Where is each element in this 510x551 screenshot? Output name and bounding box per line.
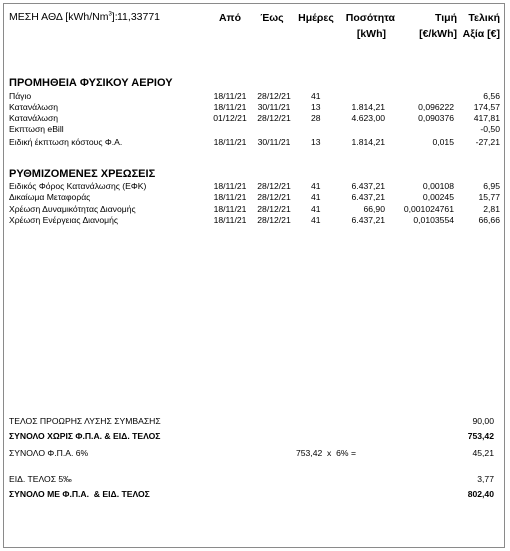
row-label: Πάγιο — [9, 91, 32, 101]
row-value: 6,95 — [483, 181, 500, 191]
row-days: 41 — [311, 181, 321, 191]
row-from: 01/12/21 — [213, 113, 247, 123]
total-without-vat-value: 753,42 — [467, 431, 494, 441]
mesh-athd-value: 11,33771 — [117, 11, 161, 23]
section-title-supply: ΠΡΟΜΗΘΕΙΑ ΦΥΣΙΚΟΥ ΑΕΡΙΟΥ — [9, 77, 173, 89]
row-qty: 6.437,21 — [351, 192, 385, 202]
row-price: 0,00245 — [422, 192, 454, 202]
total-early-termination-label: ΤΕΛΟΣ ΠΡΟΩΡΗΣ ΛΥΣΗΣ ΣΥΜΒΑΣΗΣ — [9, 416, 161, 426]
total-vat-label: ΣΥΝΟΛΟ Φ.Π.Α. 6% — [9, 448, 89, 458]
grand-total-label: ΣΥΝΟΛΟ ΜΕ Φ.Π.Α. & ΕΙΔ. ΤΕΛΟΣ — [9, 489, 150, 499]
row-price: 0,015 — [432, 137, 454, 147]
row-to: 28/12/21 — [257, 215, 291, 225]
row-to: 30/11/21 — [257, 137, 291, 147]
row-to: 28/12/21 — [257, 113, 291, 123]
row-label: Δικαίωμα Μεταφοράς — [9, 192, 91, 202]
total-early-termination-value: 90,00 — [472, 416, 494, 426]
row-days: 41 — [311, 215, 321, 225]
total-vat-calculation: 753,42 x 6% = — [296, 448, 356, 458]
row-label: Ειδική έκπτωση κόστους Φ.Α. — [9, 137, 123, 147]
row-from: 18/11/21 — [213, 215, 247, 225]
row-days: 41 — [311, 192, 321, 202]
row-days: 41 — [311, 204, 321, 214]
row-price: 0,00108 — [422, 181, 454, 191]
row-to: 28/12/21 — [257, 91, 291, 101]
col-header-qty: Ποσότητα — [345, 12, 395, 24]
col-header-price: Τιμή — [435, 12, 457, 24]
row-value: -27,21 — [475, 137, 500, 147]
row-from: 18/11/21 — [213, 181, 247, 191]
total-vat-value: 45,21 — [472, 448, 494, 458]
row-price: 0,001024761 — [403, 204, 454, 214]
col-header-total: Τελική — [468, 12, 500, 24]
mesh-label-text: ΜΕΣΗ ΑΘΔ [kWh/Nm — [9, 11, 109, 23]
row-value: 15,77 — [478, 192, 500, 202]
col-header-to: Έως — [260, 12, 284, 24]
row-to: 28/12/21 — [257, 204, 291, 214]
row-from: 18/11/21 — [213, 102, 247, 112]
row-days: 13 — [311, 137, 321, 147]
row-value: 2,81 — [483, 204, 500, 214]
row-value: -0,50 — [480, 124, 500, 134]
row-label: Κατανάλωση — [9, 102, 59, 112]
row-to: 30/11/21 — [257, 102, 291, 112]
row-qty: 1.814,21 — [351, 137, 385, 147]
col-header-qty-unit: [kWh] — [356, 28, 386, 40]
row-from: 18/11/21 — [213, 137, 247, 147]
total-without-vat-label: ΣΥΝΟΛΟ ΧΩΡΙΣ Φ.Π.Α. & ΕΙΔ. ΤΕΛΟΣ — [9, 431, 161, 441]
row-to: 28/12/21 — [257, 192, 291, 202]
row-from: 18/11/21 — [213, 192, 247, 202]
section-title-regulated: ΡΥΘΜΙΖΟΜΕΝΕΣ ΧΡΕΩΣΕΙΣ — [9, 168, 156, 180]
row-label: Ειδικός Φόρος Κατανάλωσης (ΕΦΚ) — [9, 181, 147, 191]
row-value: 174,57 — [473, 102, 500, 112]
row-label: Εκπτωση eBill — [9, 124, 64, 134]
mesh-label-superscript: 3 — [108, 11, 112, 18]
row-value: 417,81 — [473, 113, 500, 123]
row-label: Χρέωση Ενέργειας Διανομής — [9, 215, 119, 225]
row-to: 28/12/21 — [257, 181, 291, 191]
col-header-price-unit: [€/kWh] — [419, 28, 457, 40]
row-price: 0,0103554 — [413, 215, 454, 225]
special-tax-value: 3,77 — [477, 474, 494, 484]
row-price: 0,090376 — [418, 113, 454, 123]
col-header-days: Ημέρες — [298, 12, 334, 24]
row-qty: 6.437,21 — [351, 181, 385, 191]
row-days: 41 — [311, 91, 321, 101]
special-tax-label: ΕΙΔ. ΤΕΛΟΣ 5‰ — [9, 474, 72, 484]
col-header-total-unit: Αξία [€] — [462, 28, 500, 40]
row-days: 28 — [311, 113, 321, 123]
row-price: 0,096222 — [418, 102, 454, 112]
row-from: 18/11/21 — [213, 204, 247, 214]
col-header-from: Από — [218, 12, 242, 24]
row-qty: 66,90 — [363, 204, 385, 214]
row-qty: 4.623,00 — [351, 113, 385, 123]
row-label: Χρέωση Δυναμικότητας Διανομής — [9, 204, 136, 214]
mesh-athd-label — [9, 11, 118, 23]
grand-total-value: 802,40 — [467, 489, 494, 499]
mesh-label-suffix: ]: — [111, 11, 118, 23]
row-qty: 1.814,21 — [351, 102, 385, 112]
row-value: 6,56 — [483, 91, 500, 101]
row-label: Κατανάλωση — [9, 113, 59, 123]
row-days: 13 — [311, 102, 321, 112]
row-qty: 6.437,21 — [351, 215, 385, 225]
row-from: 18/11/21 — [213, 91, 247, 101]
row-value: 66,66 — [478, 215, 500, 225]
